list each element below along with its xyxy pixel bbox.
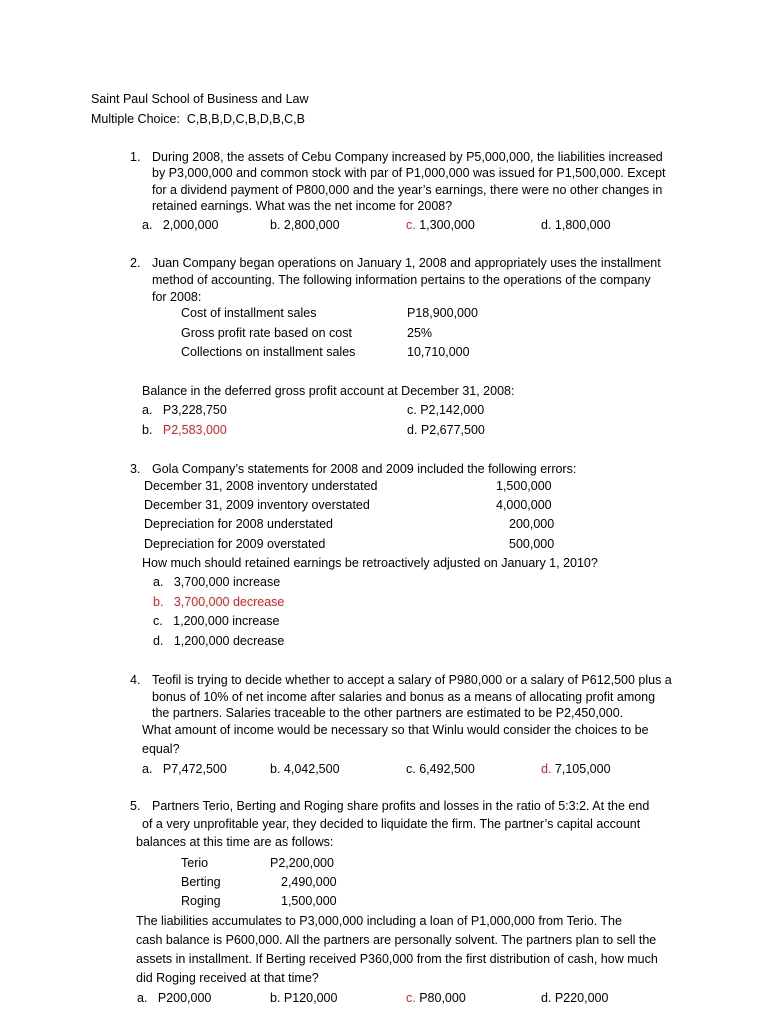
choice-letter: b. xyxy=(153,595,164,609)
choice-letter: c. xyxy=(153,614,163,628)
choice-letter: b. xyxy=(270,762,281,776)
choice-d xyxy=(541,990,608,1006)
choice-text: P7,472,500 xyxy=(162,762,227,776)
question-text: Juan Company began operations on January 1, 2008 and appropriately uses the installment xyxy=(152,256,661,270)
table-value: 10,710,000 xyxy=(407,345,470,359)
choice-text: P2,142,000 xyxy=(420,403,485,417)
question-text: the partners. Salaries traceable to the other partners are estimated to be P2,450,000. xyxy=(152,706,624,720)
question-text: for a dividend payment of P800,000 and the year’s earnings, there were no other changes in xyxy=(152,183,663,197)
choice-a xyxy=(142,402,227,418)
choice-b-correct xyxy=(142,422,227,438)
school-name: Saint Paul School of Business and Law xyxy=(91,92,309,106)
choice-a xyxy=(142,217,218,233)
question-text: During 2008, the assets of Cebu Company increased by P5,000,000, the liabilities increased xyxy=(152,150,663,164)
choice-letter: d. xyxy=(541,218,552,232)
question-number: 3. xyxy=(130,462,141,476)
choice-text: 2,000,000 xyxy=(162,218,219,232)
answer-key xyxy=(91,111,305,127)
table-label: December 31, 2009 inventory overstated xyxy=(144,498,370,512)
choice-text: P2,677,500 xyxy=(420,423,485,437)
choice-text: 1,200,000 increase xyxy=(173,614,280,628)
table-value: 4,000,000 xyxy=(496,498,552,512)
choice-c xyxy=(406,761,475,777)
choice-b xyxy=(270,990,337,1006)
choice-letter: a. xyxy=(142,762,153,776)
choice-text: 7,105,000 xyxy=(554,762,611,776)
choice-c-correct xyxy=(406,990,466,1006)
choice-c-correct xyxy=(406,217,475,233)
choice-b-correct xyxy=(153,594,284,610)
table-value: 1,500,000 xyxy=(496,479,552,493)
choice-letter: d. xyxy=(153,634,164,648)
choice-d-correct xyxy=(541,761,611,777)
question-text: The liabilities accumulates to P3,000,000 including a loan of P1,000,000 from Terio. The xyxy=(136,914,622,928)
table-label: Depreciation for 2009 overstated xyxy=(144,537,326,551)
question-prompt: How much should retained earnings be retroactively adjusted on January 1, 2010? xyxy=(142,556,598,570)
answer-key-values: C,B,B,D,C,B,D,B,C,B xyxy=(186,112,305,126)
table-value: 200,000 xyxy=(509,517,555,531)
table-value: 25% xyxy=(407,326,433,340)
choice-d xyxy=(407,422,485,438)
table-label: Roging xyxy=(181,894,221,908)
table-label: December 31, 2008 inventory understated xyxy=(144,479,378,493)
table-label: Collections on installment sales xyxy=(181,345,356,359)
choice-letter: b. xyxy=(270,991,281,1005)
choice-text: P80,000 xyxy=(419,991,466,1005)
choice-letter: d. xyxy=(541,762,552,776)
question-text: did Roging received at that time? xyxy=(136,971,319,985)
choice-text: 3,700,000 decrease xyxy=(173,595,285,609)
question-text: Gola Company’s statements for 2008 and 2009 included the following errors: xyxy=(152,462,577,476)
choice-b xyxy=(270,761,340,777)
question-text: by P3,000,000 and common stock with par of P1,000,000 was issued for P1,500,000. Except xyxy=(152,166,666,180)
question-number: 5. xyxy=(130,799,141,813)
choice-letter: d. xyxy=(541,991,552,1005)
choice-text: P220,000 xyxy=(554,991,609,1005)
choice-letter: a. xyxy=(153,575,164,589)
question-text: method of accounting. The following information pertains to the operations of the company xyxy=(152,273,651,287)
table-label: Gross profit rate based on cost xyxy=(181,326,352,340)
choice-letter: a. xyxy=(142,218,153,232)
question-text: for 2008: xyxy=(152,290,202,304)
choice-letter: b. xyxy=(142,423,153,437)
choice-letter: c. xyxy=(406,991,416,1005)
question-text: Teofil is trying to decide whether to accept a salary of P980,000 or a salary of P612,500 plus a xyxy=(152,673,672,687)
question-text: balances at this time are as follows: xyxy=(136,835,334,849)
choice-d xyxy=(153,633,284,649)
table-label: Terio xyxy=(181,856,209,870)
table-value: 500,000 xyxy=(509,537,555,551)
choice-text: 1,200,000 decrease xyxy=(173,634,285,648)
choice-text: 2,800,000 xyxy=(283,218,340,232)
question-number: 1. xyxy=(130,150,141,164)
table-label: Depreciation for 2008 understated xyxy=(144,517,334,531)
question-text: of a very unprofitable year, they decided to liquidate the firm. The partner’s capital account xyxy=(142,817,641,831)
question-prompt: What amount of income would be necessary so that Winlu would consider the choices to be xyxy=(142,723,649,737)
choice-text: P3,228,750 xyxy=(162,403,227,417)
choice-a xyxy=(142,761,227,777)
choice-text: 6,492,500 xyxy=(419,762,475,776)
table-label: Cost of installment sales xyxy=(181,306,317,320)
question-text: cash balance is P600,000. All the partners are personally solvent. The partners plan to sell the xyxy=(136,933,657,947)
table-value: 2,490,000 xyxy=(281,875,337,889)
choice-text: 1,800,000 xyxy=(554,218,611,232)
question-text: assets in installment. If Berting received P360,000 from the first distribution of cash, how much xyxy=(136,952,658,966)
choice-text: P200,000 xyxy=(157,991,212,1005)
question-number: 4. xyxy=(130,673,141,687)
choice-text: 4,042,500 xyxy=(283,762,340,776)
choice-letter: a. xyxy=(142,403,153,417)
question-prompt: Balance in the deferred gross profit account at December 31, 2008: xyxy=(142,384,515,398)
table-label: Berting xyxy=(181,875,221,889)
question-text: Partners Terio, Berting and Roging share profits and losses in the ratio of 5:3:2. At the end xyxy=(152,799,650,813)
choice-letter: c. xyxy=(406,218,416,232)
question-prompt: equal? xyxy=(142,742,180,756)
table-value: P18,900,000 xyxy=(407,306,478,320)
choice-c xyxy=(153,613,280,629)
choice-a xyxy=(153,574,280,590)
question-number: 2. xyxy=(130,256,141,270)
choice-letter: a. xyxy=(137,991,148,1005)
choice-text: P120,000 xyxy=(283,991,338,1005)
choice-letter: b. xyxy=(270,218,281,232)
choice-letter: c. xyxy=(406,762,416,776)
table-value: 1,500,000 xyxy=(281,894,337,908)
question-text: bonus of 10% of net income after salaries and bonus as a means of allocating profit among xyxy=(152,690,656,704)
choice-c xyxy=(407,402,484,418)
choice-letter: c. xyxy=(407,403,417,417)
table-value: P2,200,000 xyxy=(270,856,334,870)
choice-b xyxy=(270,217,340,233)
choice-text: 1,300,000 xyxy=(419,218,475,232)
question-text: retained earnings. What was the net income for 2008? xyxy=(152,199,453,213)
choice-text: 3,700,000 increase xyxy=(173,575,281,589)
choice-letter: d. xyxy=(407,423,418,437)
choice-text: P2,583,000 xyxy=(162,423,227,437)
answer-key-label: Multiple Choice: xyxy=(91,112,180,126)
choice-a xyxy=(137,990,211,1006)
choice-d xyxy=(541,217,611,233)
